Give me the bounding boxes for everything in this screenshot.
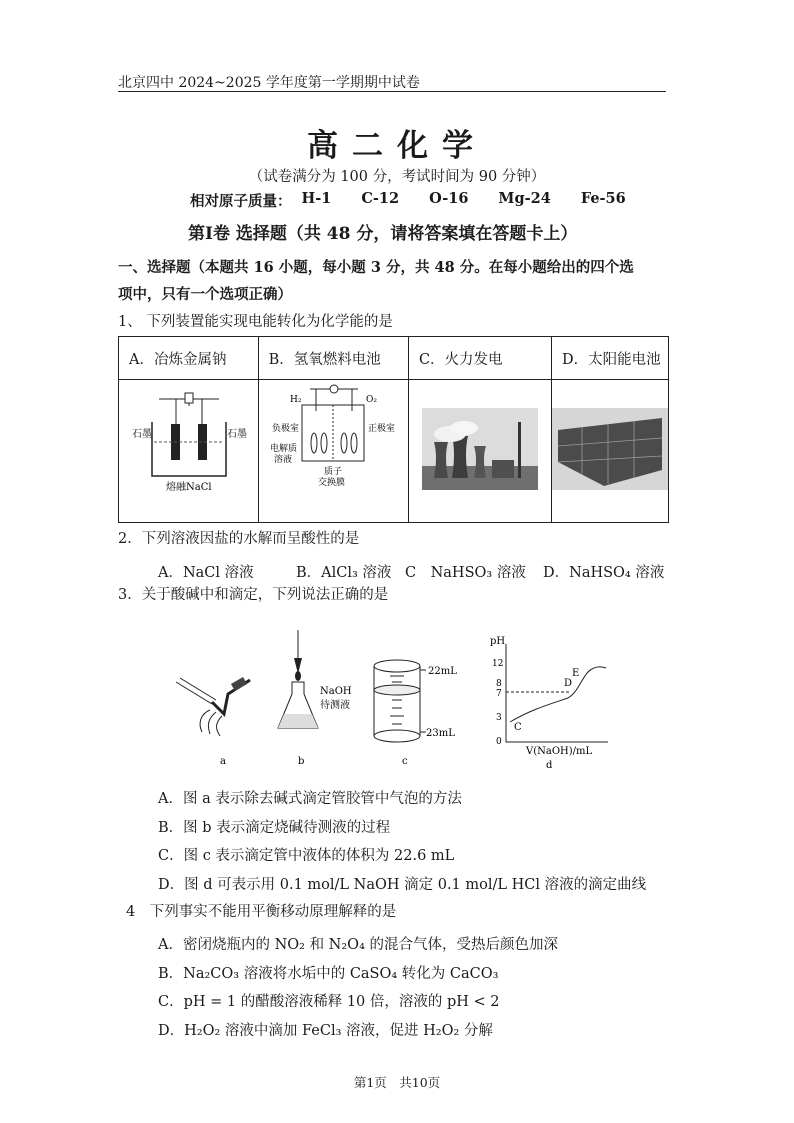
q3-option-b[interactable]: B．图 b 表示滴定烧碱待测液的过程 — [158, 820, 391, 836]
titration-flask-icon — [278, 630, 318, 728]
page-number: 第1页 共10页 — [353, 1075, 441, 1090]
burette-bubble-icon — [176, 677, 250, 736]
q1-fig-b-pos-label: 正极室 — [368, 424, 396, 434]
power-plant-photo — [422, 408, 538, 490]
q1-fig-a-bottom-label: 熔融NaCl — [166, 482, 212, 493]
q3-fig-c-22ml: 22mL — [428, 666, 457, 677]
q1-fig-b-membrane-label: 质子 — [324, 467, 343, 477]
fuel-cell-icon — [264, 381, 402, 517]
q3-fig-d-tick-12: 12 — [492, 659, 504, 669]
q2-option-b[interactable]: B．AlCl₃ 溶液 — [296, 565, 392, 581]
q1-fig-b-electrolyte-label: 电解质 — [270, 444, 298, 454]
q3-fig-b-label: b — [298, 756, 305, 767]
q3-fig-d-tick-7: 7 — [496, 689, 502, 699]
atomic-mass-item: H-1 — [301, 190, 332, 207]
q4-option-d[interactable]: D．H₂O₂ 溶液中滴加 FeCl₃ 溶液，促进 H₂O₂ 分解 — [158, 1023, 493, 1039]
q3-fig-c-23ml: 23mL — [426, 728, 455, 739]
q2-option-c[interactable]: C NaHSO₃ 溶液 — [405, 565, 526, 581]
atomic-mass-item: Mg-24 — [498, 190, 551, 207]
header-rule — [118, 91, 666, 92]
q1-fig-b-solution-label: 溶液 — [274, 455, 293, 465]
q3-option-c[interactable]: C．图 c 表示滴定管中液体的体积为 22.6 mL — [158, 848, 455, 864]
page-title: 高二化学 — [307, 128, 487, 164]
q2-option-a[interactable]: A．NaCl 溶液 — [158, 565, 254, 581]
q1-fig-b-h2-label: H₂ — [290, 395, 302, 405]
q3-fig-d-tick-3: 3 — [496, 713, 502, 723]
q3-option-a[interactable]: A．图 a 表示除去碱式滴定管胶管中气泡的方法 — [158, 791, 462, 807]
q4-option-a[interactable]: A．密闭烧瓶内的 NO₂ 和 N₂O₄ 的混合气体，受热后颜色加深 — [158, 937, 558, 953]
q3-fig-c-label: c — [402, 756, 408, 767]
atomic-mass-item: C-12 — [361, 190, 400, 207]
q3-fig-d-ph: pH — [490, 636, 506, 647]
q3-fig-b-sample: 待测液 — [320, 700, 350, 711]
q3-fig-d-tick-8: 8 — [496, 679, 502, 689]
section-heading: 第Ⅰ卷 选择题（共 48 分，请将答案填在答题卡上） — [188, 224, 578, 244]
burette-reading-icon — [374, 660, 426, 742]
q1-figure-b — [258, 380, 408, 523]
part-instructions-line1: 一、选择题（本题共 16 小题，每小题 3 分，共 48 分。在每小题给出的四个选 — [118, 259, 634, 276]
q4-stem: 4 下列事实不能用平衡移动原理解释的是 — [126, 904, 397, 920]
q1-fig-a-right-label: 石墨 — [227, 429, 248, 440]
q3-fig-d-point-d: D — [564, 678, 573, 689]
q1-fig-b-o2-label: O₂ — [366, 395, 378, 405]
q1-figure-c — [408, 380, 551, 523]
q3-fig-b-naoh: NaOH — [320, 686, 352, 697]
q1-figure-a — [119, 380, 259, 523]
q1-fig-b-membrane-label2: 交换膜 — [318, 478, 346, 488]
atomic-mass-item: O-16 — [429, 190, 469, 207]
exam-subtitle: （试卷满分为 100 分，考试时间为 90 分钟） — [248, 169, 546, 185]
electrolysis-cell-icon — [124, 384, 252, 514]
q4-option-c[interactable]: C．pH = 1 的醋酸溶液稀释 10 倍，溶液的 pH < 2 — [158, 994, 500, 1010]
q3-stem: 3．关于酸碱中和滴定，下列说法正确的是 — [118, 587, 389, 603]
q2-stem: 2．下列溶液因盐的水解而呈酸性的是 — [118, 531, 360, 547]
q1-option-c[interactable]: C．火力发电 — [408, 337, 551, 380]
q3-option-d[interactable]: D．图 d 可表示用 0.1 mol/L NaOH 滴定 0.1 mol/L HCl 溶液的滴定曲线 — [158, 877, 647, 893]
q2-option-d[interactable]: D．NaHSO₄ 溶液 — [543, 565, 665, 581]
q1-option-d[interactable]: D．太阳能电池 — [552, 337, 669, 380]
q1-stem: 1、 下列装置能实现电能转化为化学能的是 — [118, 314, 393, 330]
q4-option-b[interactable]: B．Na₂CO₃ 溶液将水垢中的 CaSO₄ 转化为 CaCO₃ — [158, 966, 499, 982]
q1-fig-a-left-label: 石墨 — [132, 429, 153, 440]
atomic-masses — [190, 190, 656, 211]
q3-fig-d-point-c: C — [514, 722, 522, 733]
q1-fig-b-neg-label: 负极室 — [272, 424, 300, 434]
q1-options-table — [118, 336, 669, 523]
q1-option-b[interactable]: B．氢氧燃料电池 — [258, 337, 408, 380]
q3-fig-d-point-e: E — [572, 668, 580, 679]
solar-panel-photo — [552, 408, 668, 490]
q3-fig-a-label: a — [220, 756, 226, 767]
exam-header: 北京四中 2024~2025 学年度第一学期期中试卷 — [118, 75, 420, 91]
q3-fig-d-xaxis: V(NaOH)/mL — [526, 746, 593, 757]
q1-figure-d — [552, 380, 669, 523]
q3-fig-d-label: d — [546, 760, 553, 771]
atomic-mass-item: Fe-56 — [580, 190, 626, 207]
q3-figures — [170, 624, 670, 774]
part-instructions-line2: 项中，只有一个选项正确） — [118, 286, 292, 303]
atomic-masses-label: 相对原子质量： — [190, 193, 292, 210]
q1-option-a[interactable]: A．冶炼金属钠 — [119, 337, 259, 380]
q3-fig-d-origin: 0 — [496, 737, 502, 747]
